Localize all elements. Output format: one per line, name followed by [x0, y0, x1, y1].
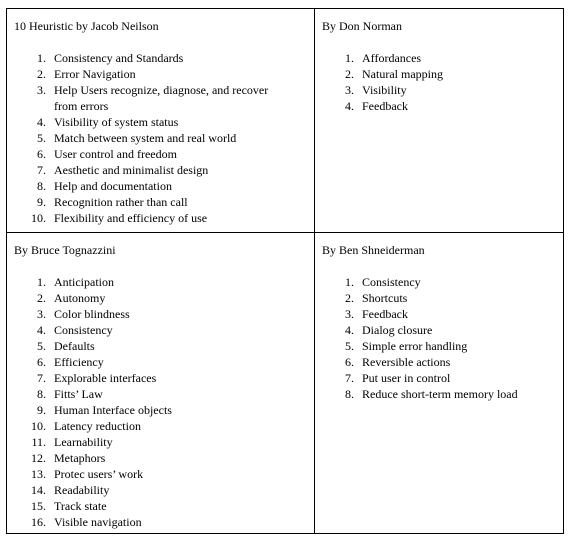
list-item-number: 2.	[37, 291, 46, 305]
list-item-text: Latency reduction	[54, 419, 141, 433]
list-item-number: 13.	[31, 467, 46, 481]
list-item-text: Error Navigation	[54, 67, 136, 81]
list-item	[322, 354, 563, 370]
list-item-text: Explorable interfaces	[54, 371, 157, 385]
cell-heading: 10 Heuristic by Jacob Neilson	[14, 19, 159, 33]
list-item-number: 7.	[37, 163, 46, 177]
list-item	[14, 466, 314, 482]
list-item	[14, 50, 314, 66]
list-item	[14, 130, 314, 146]
list-item-number: 4.	[37, 323, 46, 337]
list-item-text: Defaults	[54, 339, 95, 353]
list-item-number: 2.	[37, 67, 46, 81]
list-item	[14, 178, 314, 194]
list-item	[14, 146, 314, 162]
list-item	[14, 290, 314, 306]
list-item	[322, 338, 563, 354]
list-item-text: Metaphors	[54, 451, 106, 465]
cell-bruce-tognazzini	[7, 233, 315, 533]
list-item-text: Feedback	[362, 307, 408, 321]
list-item-number: 5.	[37, 131, 46, 145]
list-item-number: 16.	[31, 515, 46, 529]
list-item-text: Simple error handling	[362, 339, 468, 353]
list-item-text: Track state	[54, 499, 107, 513]
list-item-number: 3.	[37, 307, 46, 321]
cell-heading: By Ben Shneiderman	[322, 243, 425, 257]
list-item-number: 3.	[345, 83, 354, 97]
list-item	[322, 306, 563, 322]
list-item-text: Visibility	[362, 83, 407, 97]
list-item	[322, 322, 563, 338]
list-item	[14, 114, 314, 130]
list-item-text: Flexibility and efficiency of use	[54, 211, 208, 225]
list-item	[14, 498, 314, 514]
list-item	[322, 274, 563, 290]
list-item	[322, 98, 563, 114]
list-item-number: 15.	[31, 499, 46, 513]
cell-don-norman	[315, 9, 563, 233]
list-item-text: Readability	[54, 483, 110, 497]
list-item-number: 1.	[37, 275, 46, 289]
list-item-number: 7.	[345, 371, 354, 385]
cell-ben-shneiderman	[315, 233, 563, 533]
list-item	[322, 290, 563, 306]
list-item-text: Reduce short-term memory load	[362, 387, 518, 401]
list-item-text: Consistency and Standards	[54, 51, 184, 65]
list-item-number: 8.	[37, 387, 46, 401]
list-item-text: User control and freedom	[54, 147, 177, 161]
list-item-number: 11.	[31, 435, 46, 449]
list-item-text: Natural mapping	[362, 67, 443, 81]
list-item-number: 5.	[37, 339, 46, 353]
list-item-number: 9.	[37, 403, 46, 417]
list-item	[322, 50, 563, 66]
list-item-text: Learnability	[54, 435, 113, 449]
list-item-number: 7.	[37, 371, 46, 385]
list-item-number: 10.	[31, 211, 46, 225]
cell-jacob-neilson	[7, 9, 315, 233]
heuristics-table	[6, 8, 564, 534]
list-item-text: Match between system and real world	[54, 131, 237, 145]
list-item-number: 6.	[345, 355, 354, 369]
list-item-text: Aesthetic and minimalist design	[54, 163, 209, 177]
list-item-number: 8.	[345, 387, 354, 401]
list-item-text: Reversible actions	[362, 355, 451, 369]
list-item-number: 12.	[31, 451, 46, 465]
list-item-text: Visible navigation	[54, 515, 142, 529]
list-item	[14, 418, 314, 434]
list-item-text: Visibility of system status	[54, 115, 179, 129]
numbered-list	[14, 274, 314, 530]
list-item-number: 14.	[31, 483, 46, 497]
list-item	[322, 66, 563, 82]
list-item	[14, 306, 314, 322]
list-item	[14, 162, 314, 178]
list-item-text: Affordances	[362, 51, 422, 65]
list-item-number: 2.	[345, 291, 354, 305]
list-item	[14, 514, 314, 530]
list-item	[14, 82, 314, 114]
list-item-text: Feedback	[362, 99, 408, 113]
list-item-text: Consistency	[54, 323, 113, 337]
list-item-text: Color blindness	[54, 307, 130, 321]
list-item	[14, 482, 314, 498]
list-item-text: Shortcuts	[362, 291, 408, 305]
list-item	[14, 386, 314, 402]
list-item-text: Help Users recognize, diagnose, and recover from errors	[54, 83, 269, 113]
list-item-text: Efficiency	[54, 355, 104, 369]
list-item	[14, 370, 314, 386]
list-item-text: Dialog closure	[362, 323, 433, 337]
list-item-text: Consistency	[362, 275, 421, 289]
list-item-text: Fitts’ Law	[54, 387, 103, 401]
list-item-text: Help and documentation	[54, 179, 172, 193]
list-item-number: 6.	[37, 147, 46, 161]
list-item-text: Recognition rather than call	[54, 195, 188, 209]
list-item	[322, 82, 563, 98]
list-item-number: 10.	[31, 419, 46, 433]
list-item-number: 4.	[345, 99, 354, 113]
list-item-text: Human Interface objects	[54, 403, 172, 417]
list-item-number: 6.	[37, 355, 46, 369]
list-item-text: Anticipation	[54, 275, 114, 289]
cell-heading: By Don Norman	[322, 19, 402, 33]
list-item	[14, 194, 314, 210]
list-item	[322, 386, 563, 402]
numbered-list	[322, 50, 563, 114]
list-item	[14, 338, 314, 354]
list-item	[14, 210, 314, 226]
list-item	[322, 370, 563, 386]
list-item-number: 4.	[37, 115, 46, 129]
list-item-number: 5.	[345, 339, 354, 353]
list-item-number: 8.	[37, 179, 46, 193]
list-item-number: 1.	[37, 51, 46, 65]
list-item	[14, 402, 314, 418]
list-item	[14, 354, 314, 370]
list-item	[14, 450, 314, 466]
list-item-number: 2.	[345, 67, 354, 81]
list-item-text: Protec users’ work	[54, 467, 144, 481]
list-item	[14, 434, 314, 450]
cell-heading: By Bruce Tognazzini	[14, 243, 116, 257]
list-item-number: 4.	[345, 323, 354, 337]
list-item	[14, 322, 314, 338]
numbered-list	[14, 50, 314, 226]
list-item-number: 1.	[345, 51, 354, 65]
list-item	[14, 274, 314, 290]
list-item-number: 3.	[345, 307, 354, 321]
list-item-text: Autonomy	[54, 291, 106, 305]
list-item-number: 9.	[37, 195, 46, 209]
list-item	[14, 66, 314, 82]
list-item-number: 1.	[345, 275, 354, 289]
list-item-text: Put user in control	[362, 371, 451, 385]
list-item-number: 3.	[37, 83, 46, 97]
numbered-list	[322, 274, 563, 402]
